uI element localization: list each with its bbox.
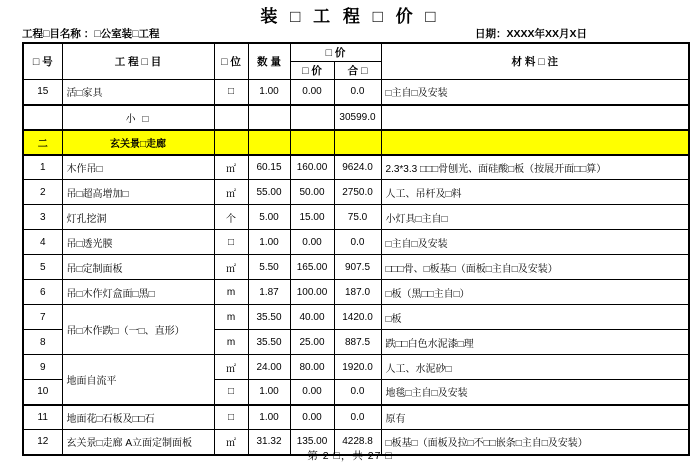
cell-no: 9 <box>23 355 62 380</box>
date-label: 日期：XXXX年XX月X日 <box>475 28 588 40</box>
cell-material-note: □板基□（面板及拉□不□□嵌条□主自□及安装） <box>381 430 689 455</box>
cell-qty <box>248 105 290 130</box>
cell-unit-price: 15.00 <box>290 205 334 230</box>
cell-unit-price: 160.00 <box>290 155 334 180</box>
page-number: 第 2 □，共 27 □ <box>307 450 393 462</box>
cell-total: 887.5 <box>334 330 381 355</box>
cell-no: 10 <box>23 380 62 405</box>
cell-item: 吊□超高增加□ <box>62 180 214 205</box>
cell-material-note: 人工、水泥砂□ <box>381 355 689 380</box>
cell-no: 8 <box>23 330 62 355</box>
cell-qty: 60.15 <box>248 155 290 180</box>
cell-unit: ㎡ <box>214 430 248 455</box>
cell-unit: ㎡ <box>214 155 248 180</box>
cell-total: 187.0 <box>334 280 381 305</box>
table-row <box>23 405 689 430</box>
cell-no: 3 <box>23 205 62 230</box>
cell-unit: □ <box>214 80 248 105</box>
cell-material-note: □板（黑□□主自□） <box>381 280 689 305</box>
cell-item: 木作吊□ <box>62 155 214 180</box>
header-unit: □ 位 <box>214 43 248 80</box>
cell-unit-price: 25.00 <box>290 330 334 355</box>
cell-no: 1 <box>23 155 62 180</box>
cell-no: 二 <box>23 130 62 155</box>
cell-unit-price: 40.00 <box>290 305 334 330</box>
header-total: 合 □ <box>334 62 381 80</box>
cell-unit-price: 0.00 <box>290 380 334 405</box>
header-unit-price: □ 价 <box>290 62 334 80</box>
cell-material-note: 人工、吊杆及□料 <box>381 180 689 205</box>
cell-unit-price: 0.00 <box>290 80 334 105</box>
cell-no: 6 <box>23 280 62 305</box>
cell-item: 地面自流平 <box>62 355 214 405</box>
cell-item: 吊□木作灯盒面□黑□ <box>62 280 214 305</box>
cell-no <box>23 105 62 130</box>
cell-unit <box>214 105 248 130</box>
cell-item: 吊□透光膜 <box>62 230 214 255</box>
cell-unit: m <box>214 305 248 330</box>
cell-no: 4 <box>23 230 62 255</box>
cell-total: 0.0 <box>334 405 381 430</box>
cell-total: 4228.8 <box>334 430 381 455</box>
project-name-label: 工程□目名称 ：□公室装□工程 <box>22 28 160 40</box>
cell-total: 1420.0 <box>334 305 381 330</box>
cell-no: 11 <box>23 405 62 430</box>
cell-total: 1920.0 <box>334 355 381 380</box>
cell-unit-price: 0.00 <box>290 405 334 430</box>
page-title: 装 □ 工 程 □ 价 □ <box>260 7 440 26</box>
cell-unit: ㎡ <box>214 255 248 280</box>
cell-item: 灯孔挖洞 <box>62 205 214 230</box>
cell-unit: ㎡ <box>214 355 248 380</box>
cell-total <box>334 130 381 155</box>
cell-no: 12 <box>23 430 62 455</box>
cell-unit <box>214 130 248 155</box>
cell-qty: 55.00 <box>248 180 290 205</box>
cell-item: 玄关景□走廊 A立面定制面板 <box>62 430 214 455</box>
table-row <box>23 280 689 305</box>
cell-qty: 24.00 <box>248 355 290 380</box>
cell-total: 2750.0 <box>334 180 381 205</box>
cell-qty: 1.00 <box>248 380 290 405</box>
table-row <box>23 180 689 205</box>
cell-no: 15 <box>23 80 62 105</box>
cell-unit-price: 0.00 <box>290 230 334 255</box>
cell-total: 9624.0 <box>334 155 381 180</box>
quotation-table <box>22 42 690 456</box>
header-price-group: □ 价 <box>290 43 381 62</box>
table-row <box>23 255 689 280</box>
cell-total: 0.0 <box>334 80 381 105</box>
cell-qty: 31.32 <box>248 430 290 455</box>
cell-qty: 5.50 <box>248 255 290 280</box>
cell-no: 7 <box>23 305 62 330</box>
header-qty: 数 量 <box>248 43 290 80</box>
cell-unit: m <box>214 330 248 355</box>
cell-unit-price: 80.00 <box>290 355 334 380</box>
cell-unit: □ <box>214 230 248 255</box>
table-row <box>23 305 689 330</box>
cell-qty: 1.00 <box>248 230 290 255</box>
cell-qty: 5.00 <box>248 205 290 230</box>
cell-material-note: 原有 <box>381 405 689 430</box>
cell-material-note: □板 <box>381 305 689 330</box>
cell-qty: 35.50 <box>248 330 290 355</box>
cell-material-note: 小灯具□主自□ <box>381 205 689 230</box>
table-row <box>23 355 689 380</box>
cell-item: 活□家具 <box>62 80 214 105</box>
cell-item: 地面花□石板及□□石 <box>62 405 214 430</box>
cell-unit: ㎡ <box>214 180 248 205</box>
cell-qty: 1.00 <box>248 80 290 105</box>
cell-total: 907.5 <box>334 255 381 280</box>
cell-unit-price: 100.00 <box>290 280 334 305</box>
cell-item: 玄关景□走廊 <box>62 130 214 155</box>
cell-total: 75.0 <box>334 205 381 230</box>
cell-item: 吊□定制面板 <box>62 255 214 280</box>
section-row <box>23 130 689 155</box>
header-material: 材 料 □ 注 <box>381 43 689 80</box>
cell-no: 5 <box>23 255 62 280</box>
cell-unit-price <box>290 105 334 130</box>
cell-qty <box>248 130 290 155</box>
cell-qty: 1.87 <box>248 280 290 305</box>
cell-no: 2 <box>23 180 62 205</box>
table-row <box>23 155 689 180</box>
cell-unit-price <box>290 130 334 155</box>
cell-unit-price: 165.00 <box>290 255 334 280</box>
table-row <box>23 80 689 105</box>
cell-unit: 个 <box>214 205 248 230</box>
cell-item: 吊□木作跌□（一□、直形） <box>62 305 214 355</box>
subtotal-row <box>23 105 689 130</box>
cell-unit: □ <box>214 380 248 405</box>
cell-material-note: □□□骨、□板基□（面板□主自□及安装） <box>381 255 689 280</box>
table-body <box>23 80 689 455</box>
cell-total: 0.0 <box>334 230 381 255</box>
cell-total: 0.0 <box>334 380 381 405</box>
header-no: □ 号 <box>23 43 62 80</box>
cell-unit: □ <box>214 405 248 430</box>
cell-qty: 1.00 <box>248 405 290 430</box>
table-row <box>23 230 689 255</box>
cell-material-note: 2.3*3.3 □□□骨刨光、面硅酸□板（按展开面□□算） <box>381 155 689 180</box>
cell-unit-price: 135.00 <box>290 430 334 455</box>
cell-item: 小 □ <box>62 105 214 130</box>
cell-material-note: 跌□□白色水泥漆□理 <box>381 330 689 355</box>
table-header <box>23 43 689 80</box>
cell-material-note: □主自□及安装 <box>381 230 689 255</box>
table-row <box>23 205 689 230</box>
cell-material-note: □主自□及安装 <box>381 80 689 105</box>
cell-material-note: 地毯□主自□及安装 <box>381 380 689 405</box>
cell-material-note <box>381 130 689 155</box>
header-item: 工 程 □ 目 <box>62 43 214 80</box>
cell-unit-price: 50.00 <box>290 180 334 205</box>
cell-total: 30599.0 <box>334 105 381 130</box>
cell-material-note <box>381 105 689 130</box>
cell-unit: m <box>214 280 248 305</box>
cell-qty: 35.50 <box>248 305 290 330</box>
